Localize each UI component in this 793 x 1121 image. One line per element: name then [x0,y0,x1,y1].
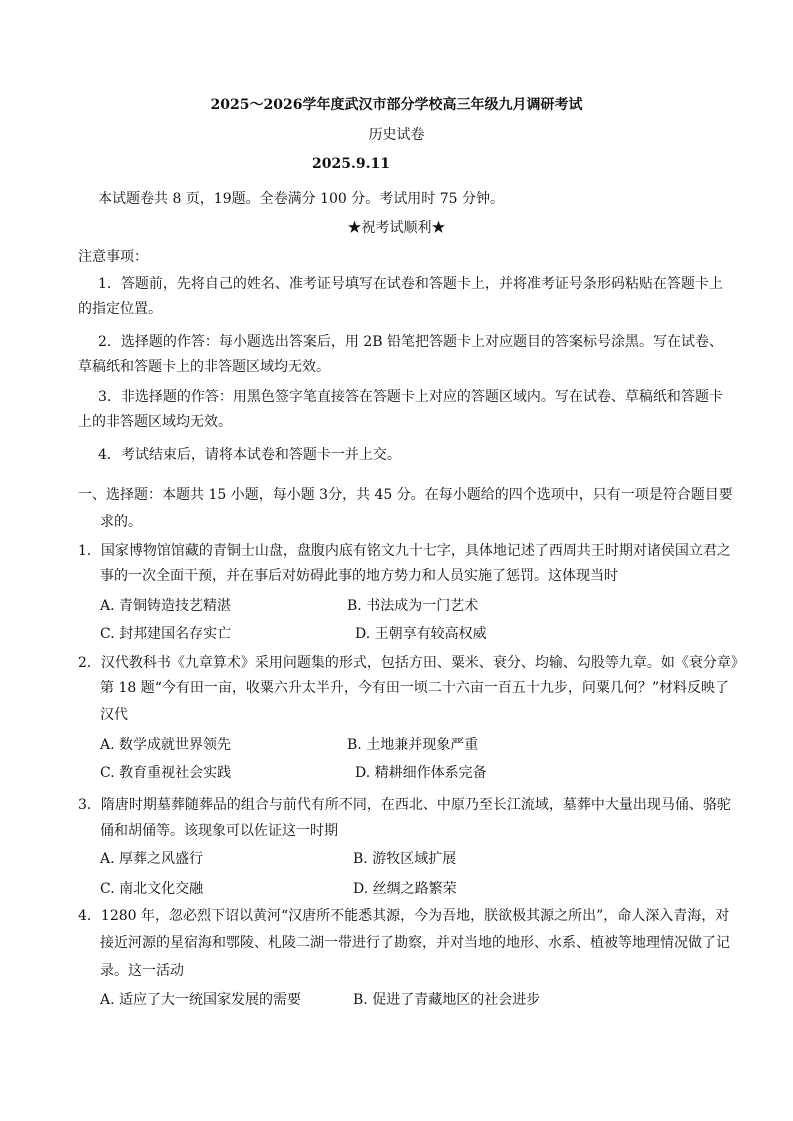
question-2-line-1: 2．汉代教科书《九章算术》采用问题集的形式，包括方田、粟米、衰分、均输、勾股等九章。如《衰分章》 [78,655,745,671]
question-1-line-2: 事的一次全面干预，并在事后对妨碍此事的地方势力和人员实施了惩罚。这体现当时 [100,568,618,584]
question-3-option-c: C. 南北文化交融 [100,881,204,897]
question-1-line-1: 1．国家博物馆馆藏的青铜士山盘，盘腹内底有铭文九十七字，具体地记述了西周共王时期对诸侯国立君之 [78,543,731,559]
notice-item-2: 2．选择题的作答：每小题选出答案后，用 2B 铅笔把答题卡上对应题目的答案标号涂黑。写在试卷、 [98,334,724,350]
question-4-line-2: 接近河源的星宿海和鄂陵、札陵二湖一带进行了勘察，并对当地的地形、水系、植被等地理情况做了记 [100,935,730,951]
question-3-option-a: A. 厚葬之风盛行 [100,851,204,867]
notice-item-3: 3．非选择题的作答：用黑色签字笔直接答在答题卡上对应的答题区域内。写在试卷、草稿纸和答题卡 [98,389,723,405]
question-2-line-3: 汉代 [100,707,128,723]
exam-title: 2025～2026学年度武汉市部分学校高三年级九月调研考试 [210,97,583,113]
question-2-option-d: D. 精耕细作体系完备 [355,765,487,781]
question-1-option-b: B. 书法成为一门艺术 [347,598,479,614]
question-1-option-a: A. 青铜铸造技艺精湛 [100,598,232,614]
question-1-option-d: D. 王朝享有较高权威 [355,626,487,642]
question-4-option-a: A. 适应了大一统国家发展的需要 [100,992,302,1008]
question-3-line-2: 俑和胡俑等。该现象可以佐证这一时期 [100,823,338,839]
question-2-option-b: B. 土地兼并现象严重 [347,737,479,753]
question-2-option-c: C. 教育重视社会实践 [100,765,232,781]
question-2-line-2: 第 18 题“今有田一亩，收粟六升太半升，今有田一顷二十六亩一百五十九步，问粟几何？”材料反映了 [100,680,730,696]
question-2-option-a: A. 数学成就世界领先 [100,737,232,753]
intro-text: 本试题卷共 8 页，19题。全卷满分 100 分。考试用时 75 分钟。 [98,191,504,207]
section-heading: 一、选择题：本题共 15 小题，每小题 3分，共 45 分。在每小题给的四个选项中，只有一项是符合题目要 [78,487,733,503]
notice-item-1-cont: 的指定位置。 [78,301,162,317]
notice-heading: 注意事项： [78,249,148,265]
question-1-option-c: C. 封邦建国名存实亡 [100,626,232,642]
exam-date: 2025.9.11 [312,156,390,172]
notice-item-1: 1．答题前，先将自己的姓名、准考证号填写在试卷和答题卡上，并将准考证号条形码粘贴在答题卡上 [98,276,723,292]
question-4-option-b: B. 促进了青藏地区的社会进步 [353,992,541,1008]
question-3-line-1: 3．隋唐时期墓葬随葬品的组合与前代有所不同，在西北、中原乃至长江流域，墓葬中大量出现马俑、骆驼 [78,797,731,813]
blessing-text: ★祝考试顺利★ [347,220,446,236]
question-3-option-d: D. 丝绸之路繁荣 [353,881,457,897]
subject-title: 历史试卷 [368,127,425,143]
question-3-option-b: B. 游牧区域扩展 [353,851,457,867]
question-4-line-3: 录。这一活动 [100,963,184,979]
notice-item-2-cont: 草稿纸和答题卡上的非答题区域均无效。 [78,359,330,375]
notice-item-3-cont: 上的非答题区域均无效。 [78,414,232,430]
question-4-line-1: 4．1280 年，忽必烈下诏以黄河“汉唐所不能悉其源，今为吾地，朕欲极其源之所出”，命人深入青海，对 [78,908,730,924]
section-heading-cont: 求的。 [100,514,142,530]
notice-item-4: 4．考试结束后，请将本试卷和答题卡一并上交。 [98,447,401,463]
